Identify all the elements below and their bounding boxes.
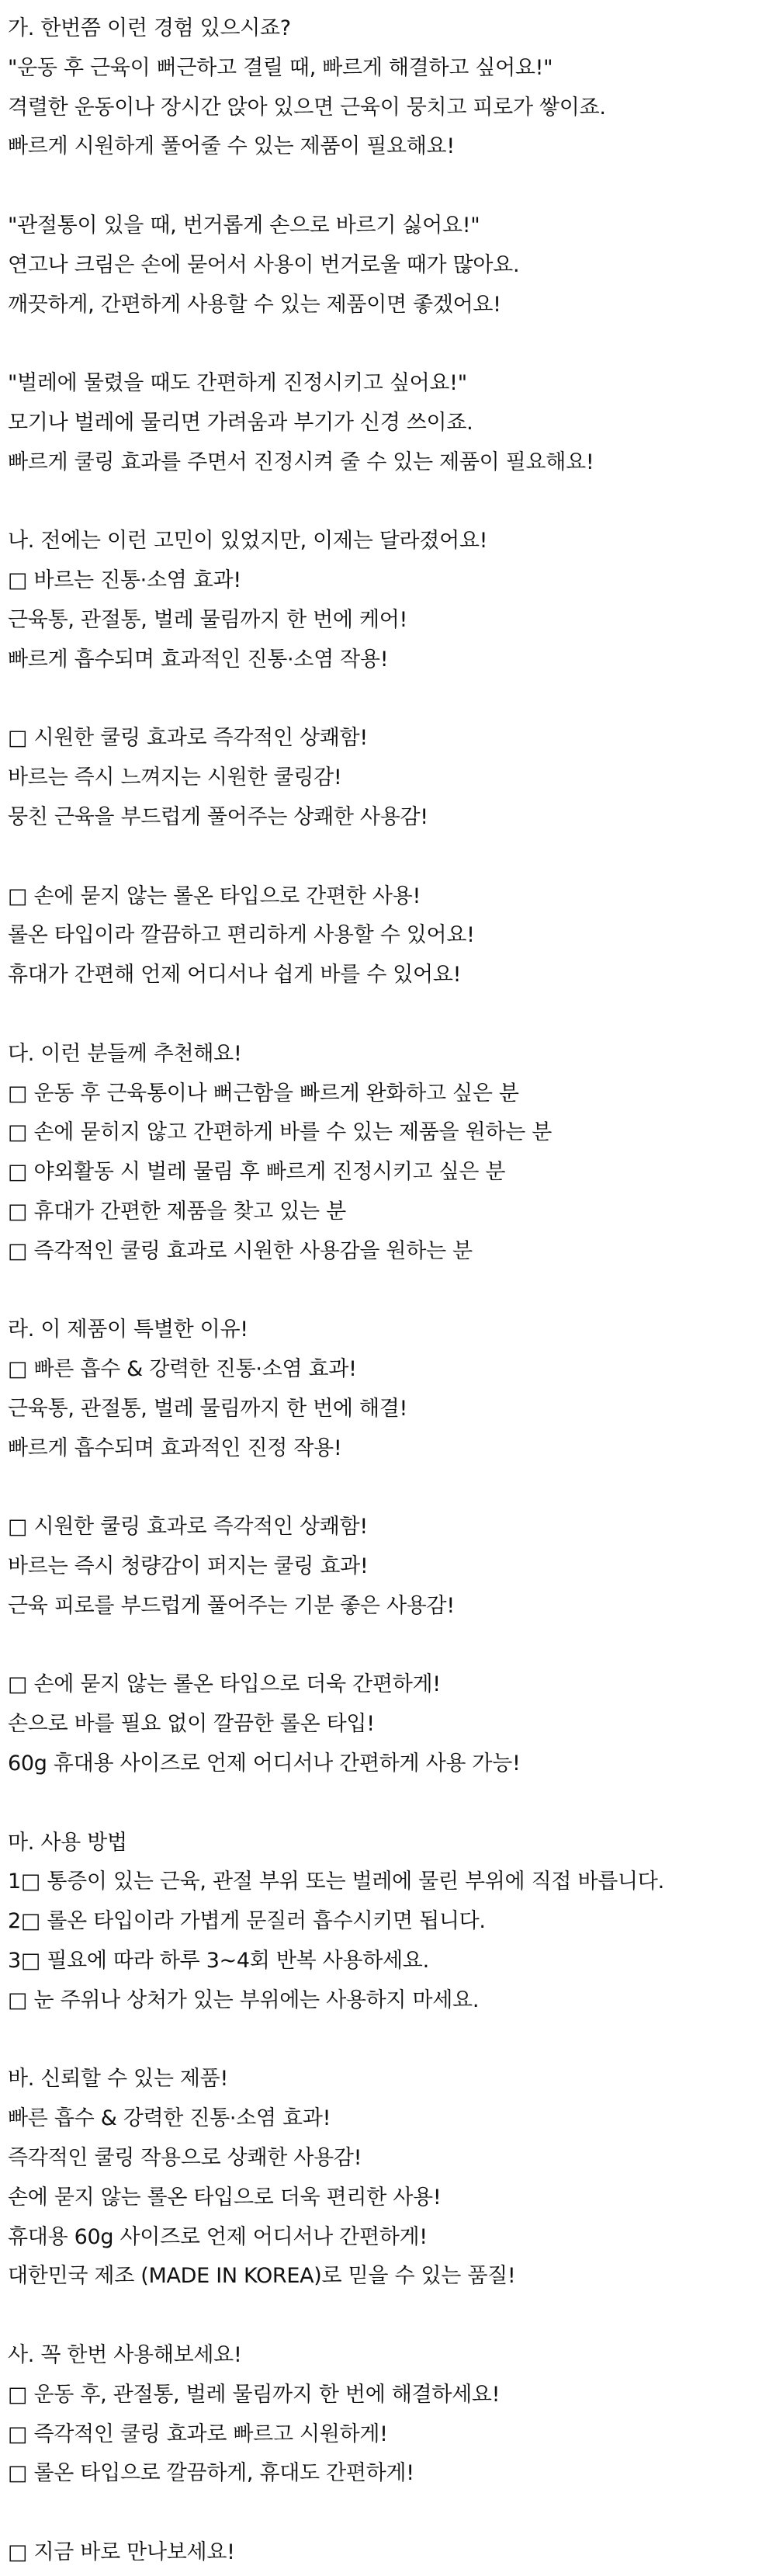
section-heading: 바. 신뢰할 수 있는 제품! [8,2067,228,2092]
text-line: 빠른 흡수 & 강력한 진통·소염 효과! [8,2106,331,2131]
section-na [8,522,768,995]
text-line: 격렬한 운동이나 장시간 앉아 있으면 근육이 뭉치고 피로가 쌓이죠. [8,95,606,120]
text-line: 대한민국 제조 (MADE IN KOREA)로 믿을 수 있는 품질! [8,2264,516,2289]
section-spacer [8,2021,768,2060]
text-line: 근육통, 관절통, 벌레 물림까지 한 번에 케어! [8,607,408,632]
text-line: □ 운동 후, 관절통, 벌레 물림까지 한 번에 해결하세요! [8,2382,501,2407]
text-line: 근육통, 관절통, 벌레 물림까지 한 번에 해결! [8,1396,408,1421]
text-line: 연고나 크림은 손에 묻어서 사용이 번거로울 때가 많아요. [8,252,520,277]
section-heading: 라. 이 제품이 특별한 이유! [8,1318,248,1342]
text-line: □ 지금 바로 만나보세요! [8,2540,235,2564]
section-ra [8,1311,768,1784]
text-line: 빠르게 흡수되며 효과적인 진통·소염 작용! [8,647,389,672]
text-line: 깨끗하게, 간편하게 사용할 수 있는 제품이면 좋겠어요! [8,292,501,317]
blank-line [8,325,768,364]
text-line: □ 손에 묻히지 않고 간편하게 바를 수 있는 제품을 원하는 분 [8,1120,553,1145]
section-spacer [8,1272,768,1311]
text-line: □ 빠른 흡수 & 강력한 진통·소염 효과! [8,1357,357,1382]
text-line: 1□ 통증이 있는 근육, 관절 부위 또는 벌레에 물린 부위에 직접 바릅니다. [8,1870,664,1894]
text-line: 근육 피로를 부드럽게 풀어주는 기분 좋은 사용감! [8,1593,455,1618]
text-line: 손으로 바를 필요 없이 깔끔한 롤온 타입! [8,1712,375,1737]
section-spacer [8,483,768,522]
section-ma [8,1824,768,2021]
text-line: 빠르게 쿨링 효과를 주면서 진정시켜 줄 수 있는 제품이 필요해요! [8,450,594,474]
blank-line [8,1468,768,1508]
text-line: 3□ 필요에 따라 하루 3~4회 반복 사용하세요. [8,1949,429,1974]
text-line: 빠르게 흡수되며 효과적인 진정 작용! [8,1436,342,1460]
text-line: 휴대가 간편해 언제 어디서나 쉽게 바를 수 있어요! [8,963,462,988]
text-line: 2□ 롤온 타입이라 가볍게 문질러 흡수시키면 됩니다. [8,1909,486,1934]
section-spacer [8,2297,768,2336]
section-spacer [8,1784,768,1824]
section-heading: 사. 꼭 한번 사용해보세요! [8,2343,242,2368]
text-line: □ 롤온 타입으로 깔끔하게, 휴대도 간편하게! [8,2461,414,2486]
section-ba [8,2060,768,2297]
text-line: □ 시원한 쿨링 효과로 즉각적인 상쾌함! [8,1515,368,1540]
text-line: □ 즉각적인 쿨링 효과로 빠르고 시원하게! [8,2422,388,2446]
text-line: 60g 휴대용 사이즈로 언제 어디서나 간편하게 사용 가능! [8,1751,521,1776]
text-line: "관절통이 있을 때, 번거롭게 손으로 바르기 싫어요!" [8,213,480,238]
text-line: 롤온 타입이라 깔끔하고 편리하게 사용할 수 있어요! [8,923,475,948]
text-line: □ 휴대가 간편한 제품을 찾고 있는 분 [8,1199,346,1224]
text-line: □ 야외활동 시 벌레 물림 후 빠르게 진정시키고 싶은 분 [8,1160,506,1185]
text-line: 모기나 벌레에 물리면 가려움과 부기가 신경 쓰이죠. [8,410,473,435]
text-line: "벌레에 물렸을 때도 간편하게 진정시키고 싶어요!" [8,371,467,396]
section-sa [8,2336,768,2573]
text-line: □ 눈 주위나 상처가 있는 부위에는 사용하지 마세요. [8,1988,480,2012]
text-line: □ 손에 묻지 않는 롤온 타입으로 간편한 사용! [8,884,421,908]
text-line: □ 즉각적인 쿨링 효과로 시원한 사용감을 원하는 분 [8,1238,473,1263]
section-ga [8,9,768,483]
section-heading: 가. 한번쯤 이런 경험 있으시죠? [8,16,291,40]
blank-line [8,680,768,720]
section-heading: 마. 사용 방법 [8,1830,127,1855]
text-line: 빠르게 시원하게 풀어줄 수 있는 제품이 필요해요! [8,134,455,159]
blank-line [8,167,768,207]
text-line: 바르는 즉시 청량감이 퍼지는 쿨링 효과! [8,1554,369,1579]
text-line: □ 손에 묻지 않는 롤온 타입으로 더욱 간편하게! [8,1672,441,1697]
blank-line [8,2494,768,2533]
text-line: 뭉친 근육을 부드럽게 풀어주는 상쾌한 사용감! [8,804,428,829]
text-line: □ 운동 후 근육통이나 뻐근함을 빠르게 완화하고 싶은 분 [8,1081,519,1106]
text-line: □ 시원한 쿨링 효과로 즉각적인 상쾌함! [8,726,368,751]
section-heading: 다. 이런 분들께 추천해요! [8,1041,242,1066]
section-heading: 나. 전에는 이런 고민이 있었지만, 이제는 달라졌어요! [8,529,488,554]
section-da [8,1035,768,1272]
text-line: 휴대용 60g 사이즈로 언제 어디서나 간편하게! [8,2224,428,2249]
text-line: 즉각적인 쿨링 작용으로 상쾌한 사용감! [8,2146,362,2171]
text-line: 바르는 즉시 느껴지는 시원한 쿨링감! [8,766,342,790]
text-line: "운동 후 근육이 뻐근하고 결릴 때, 빠르게 해결하고 싶어요!" [8,55,553,80]
text-line: 손에 묻지 않는 롤온 타입으로 더욱 편리한 사용! [8,2185,442,2210]
blank-line [8,1626,768,1666]
blank-line [8,838,768,877]
text-line: □ 바르는 진통·소염 효과! [8,568,241,593]
section-spacer [8,995,768,1035]
